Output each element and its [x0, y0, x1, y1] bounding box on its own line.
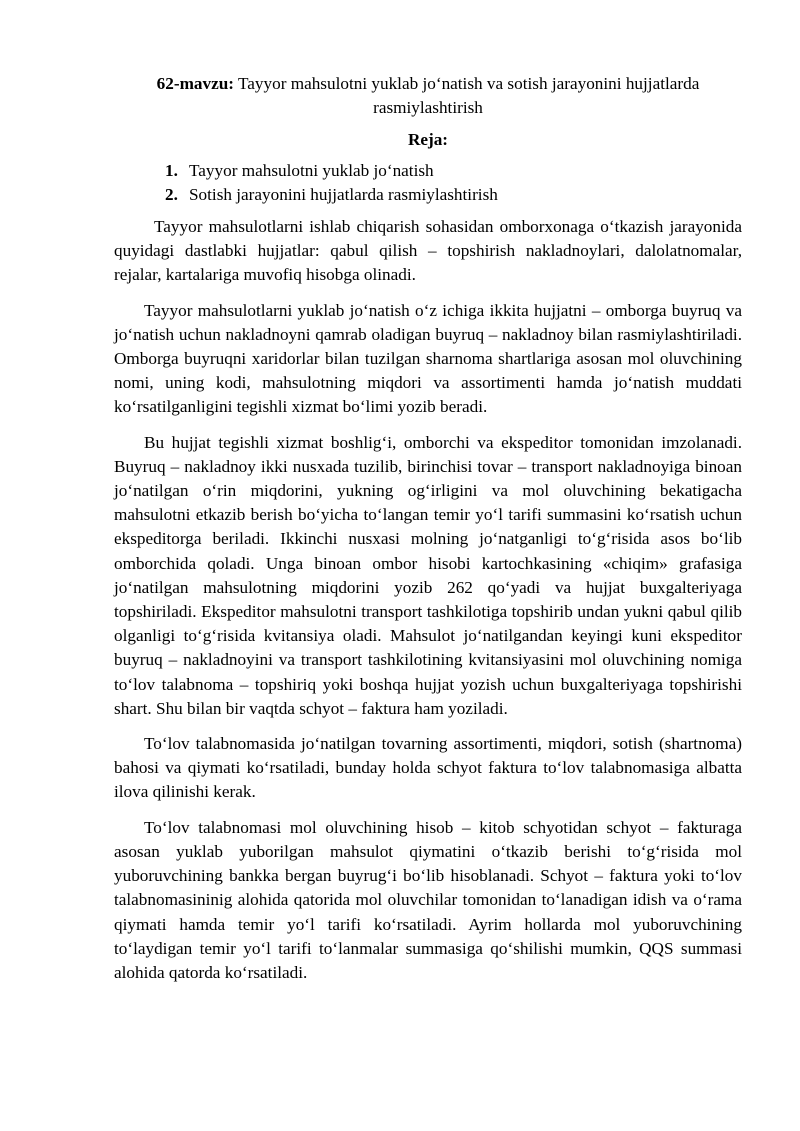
document-page — [114, 72, 742, 996]
document-title — [114, 72, 742, 120]
plan-item-text: Sotish jarayonini hujjatlarda rasmiylashtirish — [189, 184, 498, 204]
plan-item — [165, 159, 742, 183]
paragraph-2: Tayyor mahsulotlarni yuklab jo‘natish o‘z ichiga ikkita hujjatni – omborga buyruq va jo‘natish uchun nakladnoyni qamrab oladigan buyruq – nakladnoy bilan rasmiylashtiriladi. Omborga buyruqni xaridorlar bilan tuzilgan sharnoma shartlariga asosan mol oluvchining nomi, uning kodi, mahsulotning miqdori va assortimenti hamda jo‘natish muddati ko‘rsatilganligini tegishli xizmat bo‘limi yozib beradi. — [114, 300, 742, 417]
paragraph-5: To‘lov talabnomasi mol oluvchining hisob – kitob schyotidan schyot – fakturaga asosan yuklab yuborilgan mahsulot qiymatini o‘tkazib berishi to‘g‘risida mol yuboruvchining bankka bergan buyrug‘i bo‘lib hisoblanadi. Schyot – faktura yoki to‘lov talabnomasininig alohida qatorida mol oluvchilar tomonidan to‘lanadigan idish va o‘rama qiymati hamda temir yo‘l tarifi ko‘rsatiladi. Ayrim hollarda mol yuboruvchining to‘laydigan temir yo‘l tarifi to‘lanmalar summasiga qo‘shilishi mumkin, QQS summasi alohida qatorda ko‘rsatiladi. — [114, 817, 742, 982]
plan-item-text: Tayyor mahsulotni yuklab jo‘natish — [189, 160, 434, 180]
paragraph-4: To‘lov talabnomasida jo‘natilgan tovarning assortimenti, miqdori, sotish (shartnoma) bahosi va qiymati ko‘rsatiladi, bunday holda schyot faktura to‘lov talabnomasiga albatta ilova qilinishi kerak. — [114, 734, 742, 802]
paragraph-1: Tayyor mahsulotlarni ishlab chiqarish sohasidan omborxonaga o‘tkazish jarayonida quyidagi dastlabki hujjatlar: qabul qilish – topshirish nakladnoylari, dalolatnomalar, rejalar, kartalariga muvofiq hisobga olinadi. — [114, 217, 742, 285]
plan-item-number: 2. — [165, 184, 178, 204]
plan-item-number: 1. — [165, 160, 178, 180]
paragraph-3: Bu hujjat tegishli xizmat boshlig‘i, omborchi va ekspeditor tomonidan imzolanadi. Buyruq – nakladnoy ikki nusxada tuzilib, birinchisi tovar – transport nakladnoyiga binoan jo‘natilgan o‘rin miqdorini, yukning og‘irligini va mol oluvchining bekatigacha mahsulotni etkazib berish bo‘yicha to‘langan temir yo‘l tarifi summasini ko‘rsatish uchun ekspeditorga beriladi. Ikkinchi nusxasi molning jo‘natganligi to‘g‘risida asos bo‘lib omborchida qoladi. Unga binoan ombor hisobi kartochkasining «chiqim» grafasiga jo‘natilgan mahsulotning miqdorini yozib 262 qo‘yadi va hujjat buxgalteriyaga topshiriladi. Ekspeditor mahsulotni transport tashkilotiga topshirib undan yukni qabul qilib olganligi to‘g‘risida kvitansiya oladi. Mahsulot jo‘natilgandan keyingi kuni ekspeditor buyruq – nakladnoyini va transport tashkilotining kvitansiyasini mol oluvchining nomiga to‘lov talabnoma – topshiriq yoki boshqa hujjat yozish uchun buxgalteriyaga topshirishi shart. Shu bilan bir vaqtda schyot – faktura ham yoziladi. — [114, 432, 742, 718]
topic-text: Tayyor mahsulotni yuklab jo‘natish va sotish jarayonini hujjatlarda rasmiylashtirish — [237, 74, 700, 118]
plan-list — [114, 159, 742, 207]
plan-item — [165, 183, 742, 207]
topic-number: 62-mavzu: — [156, 74, 234, 93]
plan-heading: Reja: — [407, 130, 449, 150]
